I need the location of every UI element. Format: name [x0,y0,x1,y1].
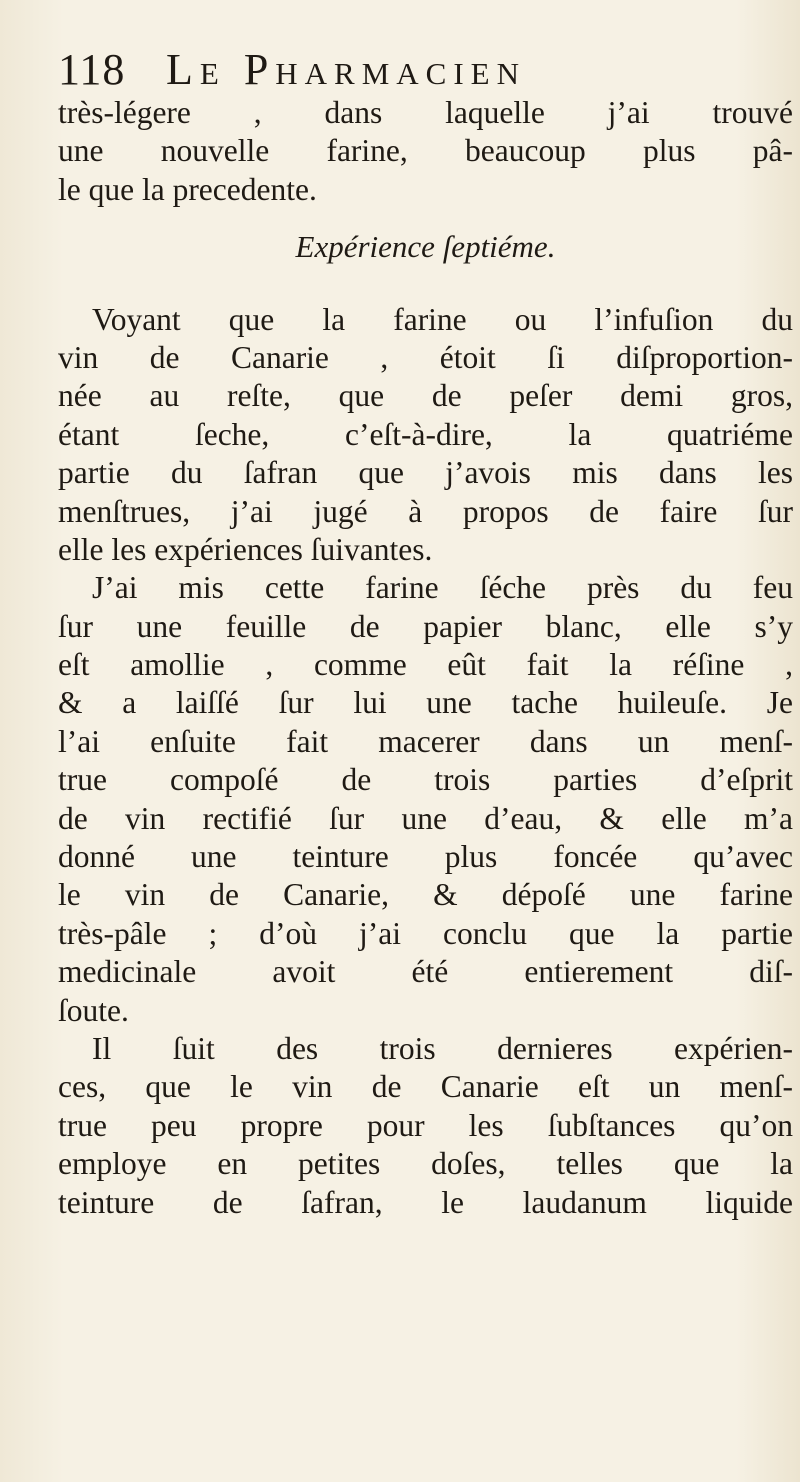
page-header [58,44,788,96]
text-line: menſtrues, j’ai jugé à propos de faire ſur [58,493,793,529]
text-line: une nouvelle farine, beaucoup plus pâ- [58,133,793,169]
text-line: née au reſte, que de peſer demi gros, [58,378,793,414]
text-line: étant ſeche, c’eſt-à-dire, la quatriéme [58,416,793,452]
text-line: partie du ſafran que j’avois mis dans les [58,455,793,491]
text-line: de vin rectifié ſur une d’eau, & elle m’a [58,800,793,836]
running-head: Le Pharmacien [166,45,527,94]
body-text [58,94,793,1222]
text-line: le que la precedente. [58,171,317,207]
text-line: medicinale avoit été entierement diſ- [58,954,793,990]
text-line: vin de Canarie , étoit ſi diſproportion- [58,339,793,375]
text-line: ſoute. [58,992,129,1028]
text-line: le vin de Canarie, & dépoſé une farine [58,877,793,913]
text-line: J’ai mis cette farine ſéche près du feu [92,570,793,606]
text-line: très-pâle ; d’où j’ai conclu que la partie [58,915,793,951]
section-heading: Expérience ſeptiéme. [295,229,556,265]
text-line: ces, que le vin de Canarie eſt un menſ- [58,1069,793,1105]
text-line: true compoſé de trois parties d’eſprit [58,762,793,798]
text-line: employe en petites doſes, telles que la [58,1146,793,1182]
text-line: true peu propre pour les ſubſtances qu’on [58,1107,793,1143]
text-line: l’ai enſuite fait macerer dans un menſ- [58,723,793,759]
text-line: eſt amollie , comme eût fait la réſine , [58,647,793,683]
text-line: Voyant que la farine ou l’infuſion du [92,301,793,337]
text-line: donné une teinture plus foncée qu’avec [58,839,793,875]
text-line: très-légere , dans laquelle j’ai trouvé [58,95,793,130]
text-line: & a laiſſé ſur lui une tache huileuſe. Je [58,685,793,721]
page-number: 118 [58,45,126,94]
text-line: ſur une feuille de papier blanc, elle s’y [58,608,793,644]
text-line: Il ſuit des trois dernieres expérien- [92,1030,793,1066]
text-line: elle les expériences ſuivantes. [58,531,433,567]
text-line: teinture de ſafran, le laudanum liquide [58,1184,793,1220]
